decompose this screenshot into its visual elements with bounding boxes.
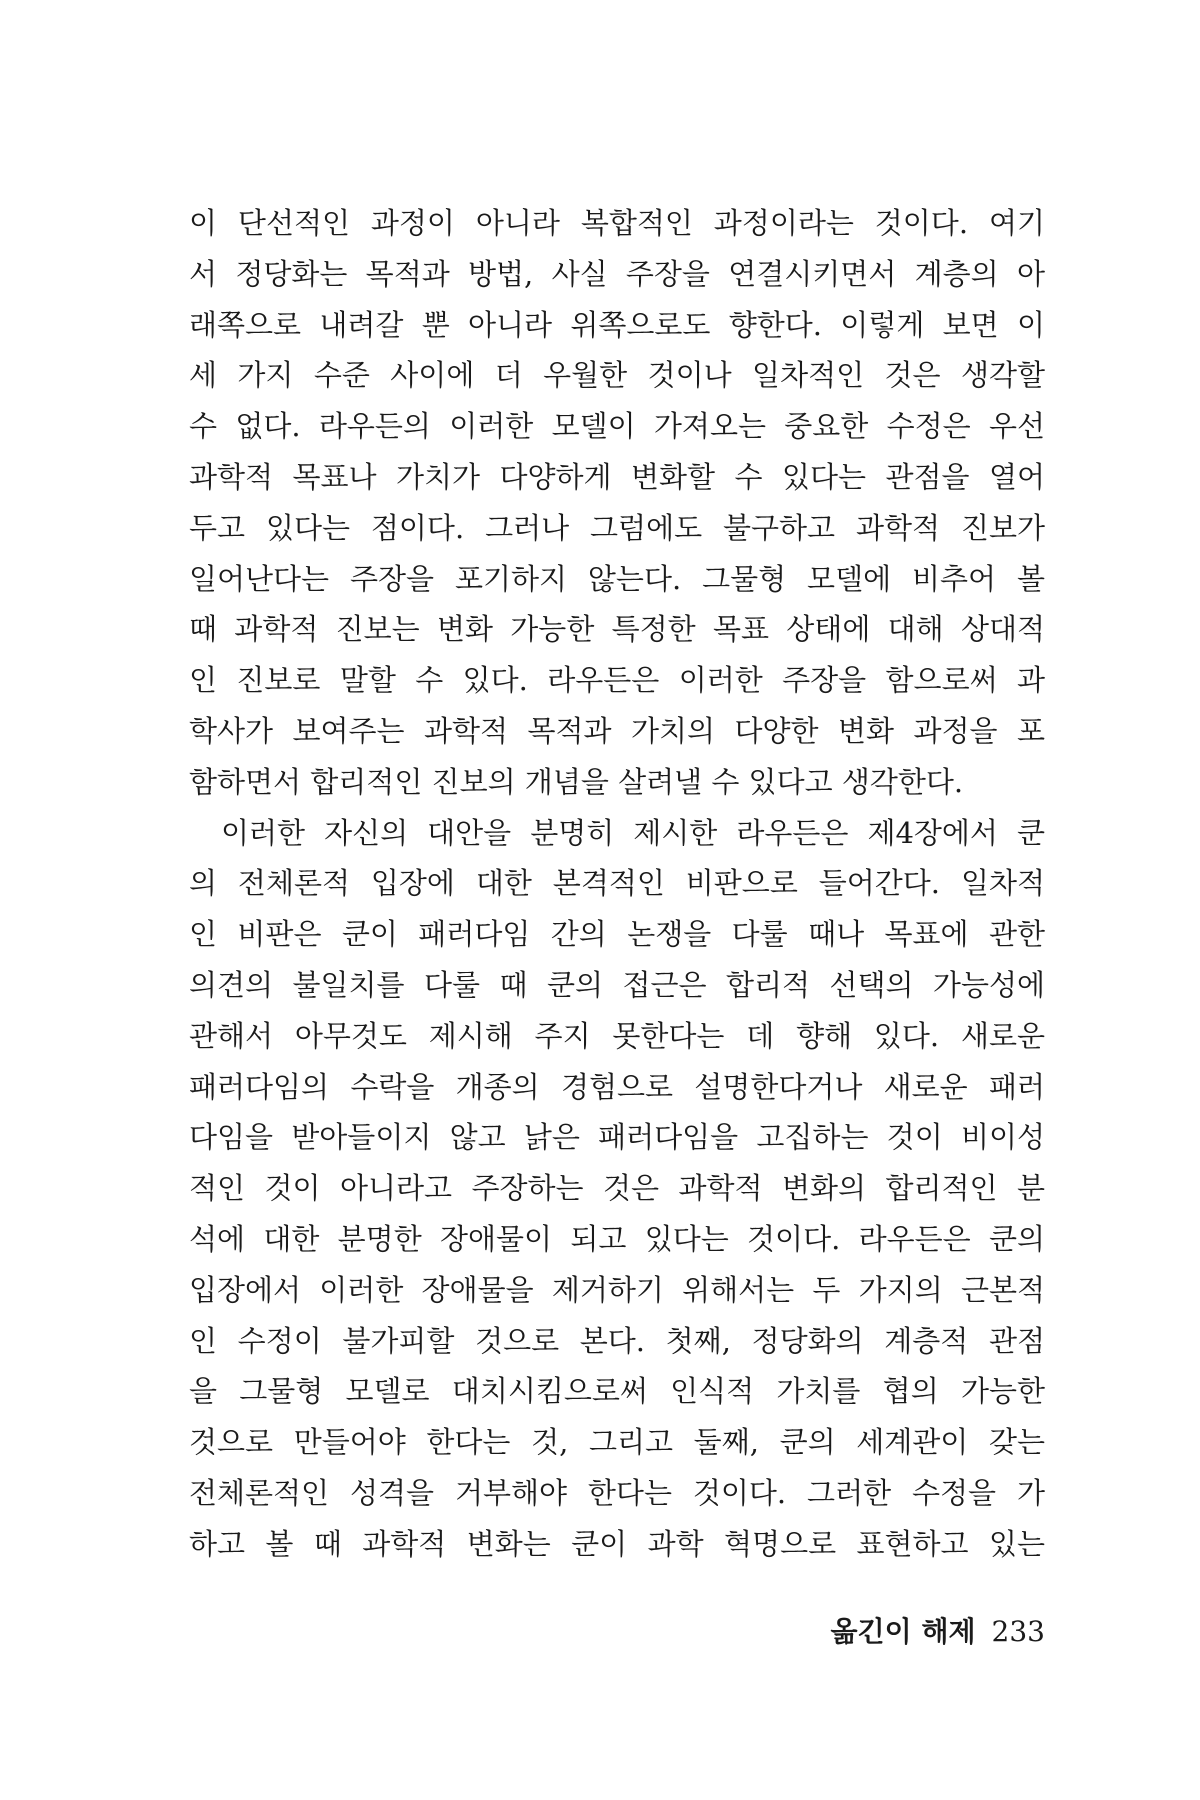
text-line: 입장에서 이러한 장애물을 제거하기 위해서는 두 가지의 근본적 bbox=[189, 1272, 1045, 1307]
page-footer bbox=[780, 1610, 1045, 1650]
page-number: 233 bbox=[991, 1615, 1045, 1648]
text-line: 이 단선적인 과정이 아니라 복합적인 과정이라는 것이다. 여기 bbox=[189, 206, 1045, 240]
text-line: 학사가 보여주는 과학적 목적과 가치의 다양한 변화 과정을 포 bbox=[189, 713, 1045, 748]
text-line: 서 정당화는 목적과 방법, 사실 주장을 연결시키면서 계층의 아 bbox=[189, 256, 1045, 291]
text-line: 함하면서 합리적인 진보의 개념을 살려낼 수 있다고 생각한다. bbox=[189, 764, 964, 799]
text-line: 수 없다. 라우든의 이러한 모델이 가져오는 중요한 수정은 우선 bbox=[189, 409, 1045, 444]
text-line: 의 전체론적 입장에 대한 본격적인 비판으로 들어간다. 일차적 bbox=[189, 866, 1045, 901]
text-line: 의견의 불일치를 다룰 때 쿤의 접근은 합리적 선택의 가능성에 bbox=[189, 967, 1045, 1002]
text-line: 하고 볼 때 과학적 변화는 쿤이 과학 혁명으로 표현하고 있는 bbox=[189, 1526, 1045, 1561]
text-line: 다임을 받아들이지 않고 낡은 패러다임을 고집하는 것이 비이성 bbox=[189, 1120, 1045, 1155]
text-line: 래쪽으로 내려갈 뿐 아니라 위쪽으로도 향한다. 이렇게 보면 이 bbox=[189, 307, 1045, 342]
text-line: 전체론적인 성격을 거부해야 한다는 것이다. 그러한 수정을 가 bbox=[189, 1475, 1045, 1510]
text-line: 관해서 아무것도 제시해 주지 못한다는 데 향해 있다. 새로운 bbox=[189, 1018, 1045, 1053]
text-line: 인 비판은 쿤이 패러다임 간의 논쟁을 다룰 때나 목표에 관한 bbox=[189, 917, 1045, 952]
text-line: 때 과학적 진보는 변화 가능한 특정한 목표 상태에 대해 상대적 bbox=[189, 612, 1045, 647]
running-footer-title: 옮긴이 해제 bbox=[830, 1615, 976, 1648]
text-line: 것으로 만들어야 한다는 것, 그리고 둘째, 쿤의 세계관이 갖는 bbox=[189, 1425, 1045, 1460]
text-line: 인 수정이 불가피할 것으로 본다. 첫째, 정당화의 계층적 관점 bbox=[189, 1323, 1045, 1358]
text-line: 과학적 목표나 가치가 다양하게 변화할 수 있다는 관점을 열어 bbox=[189, 459, 1045, 494]
body-text bbox=[189, 198, 1045, 1570]
text-line: 적인 것이 아니라고 주장하는 것은 과학적 변화의 합리적인 분 bbox=[189, 1171, 1045, 1206]
text-line: 을 그물형 모델로 대치시킴으로써 인식적 가치를 협의 가능한 bbox=[189, 1374, 1045, 1409]
text-line: 이러한 자신의 대안을 분명히 제시한 라우든은 제4장에서 쿤 bbox=[221, 815, 1045, 850]
text-line: 석에 대한 분명한 장애물이 되고 있다는 것이다. 라우든은 쿤의 bbox=[189, 1221, 1045, 1256]
text-line: 두고 있다는 점이다. 그러나 그럼에도 불구하고 과학적 진보가 bbox=[189, 510, 1045, 545]
text-line: 인 진보로 말할 수 있다. 라우든은 이러한 주장을 함으로써 과 bbox=[189, 663, 1045, 698]
text-line: 세 가지 수준 사이에 더 우월한 것이나 일차적인 것은 생각할 bbox=[189, 358, 1045, 393]
text-line: 패러다임의 수락을 개종의 경험으로 설명한다거나 새로운 패러 bbox=[189, 1069, 1045, 1104]
text-line: 일어난다는 주장을 포기하지 않는다. 그물형 모델에 비추어 볼 bbox=[189, 561, 1045, 596]
